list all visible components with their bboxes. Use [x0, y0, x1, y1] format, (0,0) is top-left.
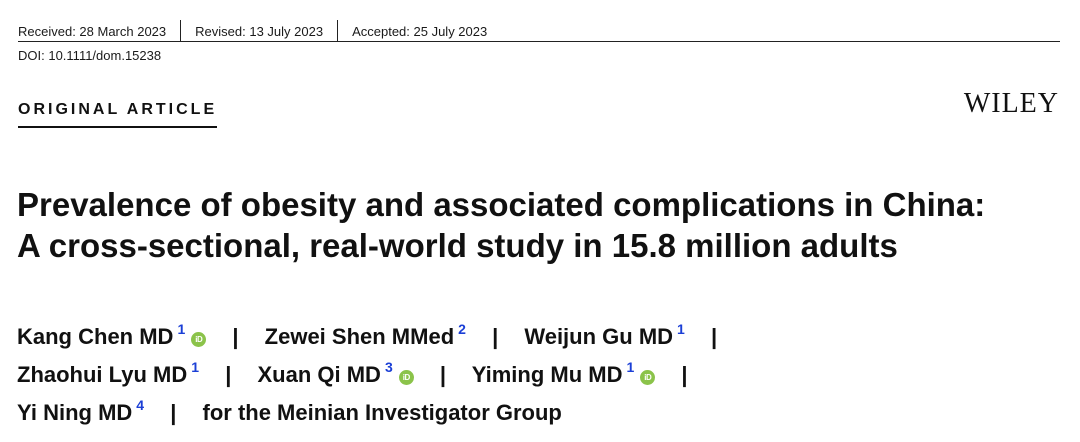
received-date: Received: 28 March 2023: [18, 23, 167, 39]
author-separator: |: [225, 362, 232, 387]
author: [257, 359, 413, 387]
author-separator: |: [232, 324, 239, 349]
author-separator: |: [170, 400, 177, 425]
header-rule: [18, 41, 1060, 42]
author-name: Yi Ning MD: [17, 400, 133, 425]
orcid-icon[interactable]: iD: [640, 370, 655, 385]
author: [17, 359, 200, 387]
author: [524, 321, 685, 349]
author-separator: |: [492, 324, 499, 349]
author-name: Weijun Gu MD: [524, 324, 674, 349]
author: [17, 321, 206, 349]
author: [471, 359, 656, 387]
affiliation-link[interactable]: 1: [191, 359, 200, 375]
author-separator: |: [681, 362, 688, 387]
author-name: Zhaohui Lyu MD: [17, 362, 188, 387]
author-list: [17, 318, 1067, 432]
author-line: [17, 356, 1067, 394]
author-name: Yiming Mu MD: [471, 362, 623, 387]
doi[interactable]: DOI: 10.1111/dom.15238: [18, 48, 162, 63]
author-name: Xuan Qi MD: [257, 362, 381, 387]
author-line: [17, 318, 1067, 356]
affiliation-link[interactable]: 4: [136, 397, 145, 413]
affiliation-link[interactable]: 1: [677, 321, 685, 337]
affiliation-link[interactable]: 1: [177, 321, 186, 337]
author-name: Kang Chen MD: [17, 324, 174, 349]
article-title: [17, 184, 1067, 266]
affiliation-link[interactable]: 1: [626, 359, 635, 375]
revised-date: Revised: 13 July 2023: [195, 23, 324, 39]
orcid-icon[interactable]: iD: [399, 370, 414, 385]
author-line: [17, 394, 1067, 432]
author: [17, 397, 145, 425]
date-divider: [337, 20, 338, 42]
date-divider: [180, 20, 181, 42]
author-group: for the Meinian Investigator Group: [202, 400, 562, 425]
accepted-date: Accepted: 25 July 2023: [352, 23, 488, 39]
author-separator: |: [439, 362, 447, 387]
author-name: Zewei Shen MMed: [264, 324, 455, 349]
author: [264, 321, 466, 349]
affiliation-link[interactable]: 2: [458, 321, 466, 337]
publisher-logo: WILEY: [963, 88, 1059, 119]
section-label: ORIGINAL ARTICLE: [18, 101, 217, 128]
orcid-icon[interactable]: iD: [191, 332, 206, 347]
dates-row: [18, 20, 487, 42]
title-line-2: A cross-sectional, real-world study in 15.8 million adults: [17, 227, 898, 264]
title-line-1: Prevalence of obesity and associated complications in China:: [17, 186, 986, 223]
affiliation-link[interactable]: 3: [384, 359, 393, 375]
author-separator: |: [710, 324, 718, 349]
